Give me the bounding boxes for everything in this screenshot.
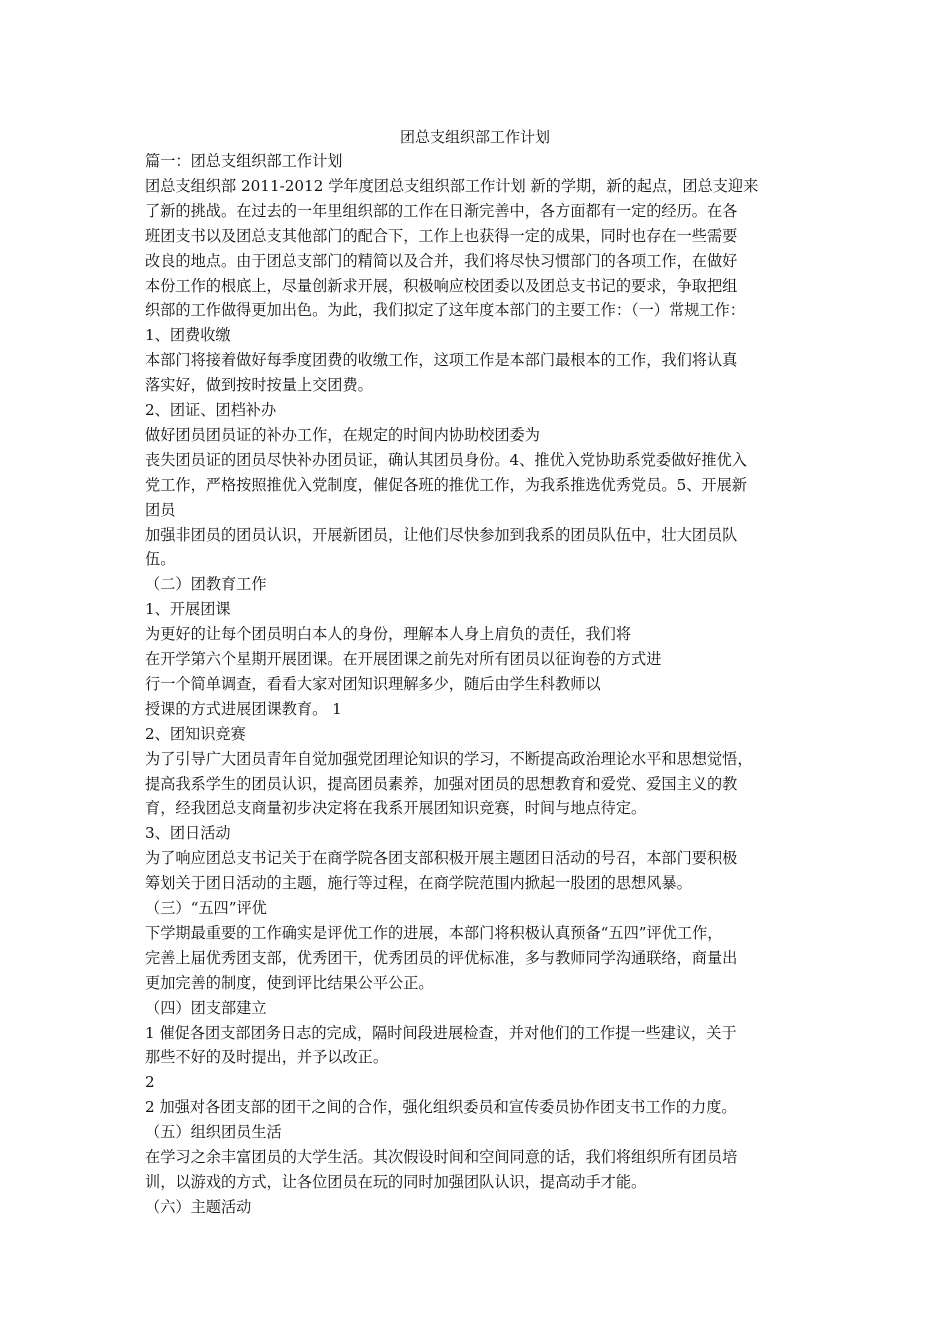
text-line: 提高我系学生的团员认识，提高团员素养，加强对团员的思想教育和爱党、爱国主义的教: [145, 774, 738, 793]
text-line: 1、团费收缴: [145, 326, 231, 345]
text-line: 本部门将接着做好每季度团费的收缴工作，这项工作是本部门最根本的工作，我们将认真: [145, 351, 738, 370]
text-line: 团总支组织部 2011-2012 学年度团总支组织部工作计划 新的学期，新的起点，团总支迎来: [145, 176, 759, 195]
text-line: （三）“五四”评优: [145, 899, 267, 917]
text-line: 完善上届优秀团支部，优秀团干，优秀团员的评优标准，多与教师同学沟通联络，商量出: [145, 948, 738, 967]
text-line: 做好团员团员证的补办工作，在规定的时间内协助校团委为: [145, 425, 540, 444]
text-line: 3、团日活动: [145, 824, 231, 843]
text-line: （六）主题活动: [145, 1197, 252, 1216]
text-line: （五）组织团员生活: [145, 1123, 282, 1142]
text-line: 训，以游戏的方式，让各位团员在玩的同时加强团队认识，提高动手才能。: [145, 1172, 647, 1191]
text-line: 落实好，做到按时按量上交团费。: [145, 376, 373, 395]
text-line: 育，经我团总支商量初步决定将在我系开展团知识竞赛，时间与地点待定。: [145, 799, 647, 818]
text-line: 伍。: [145, 550, 176, 569]
text-line: 在学习之余丰富团员的大学生活。其次假设时间和空间同意的话，我们将组织所有团员培: [145, 1148, 738, 1166]
text-line: 下学期最重要的工作确实是评优工作的进展，本部门将积极认真预备“五四”评优工作，: [145, 923, 723, 942]
text-line: 行一个简单调查，看看大家对团知识理解多少，随后由学生科教师以: [145, 674, 601, 693]
text-line: 2、团知识竞赛: [145, 724, 246, 743]
text-line: 更加完善的制度，使到评比结果公平公正。: [145, 973, 434, 992]
text-line: 2 加强对各团支部的团干之间的合作，强化组织委员和宣传委员协作团支书工作的力度。: [145, 1098, 737, 1117]
text-line: 2、团证、团档补办: [145, 401, 277, 419]
text-line: 团员: [145, 500, 176, 519]
text-line: 1、开展团课: [145, 600, 231, 619]
text-line: 为更好的让每个团员明白本人的身份，理解本人身上肩负的责任，我们将: [145, 625, 631, 644]
text-line: （四）团支部建立: [145, 998, 267, 1017]
text-line: 党工作，严格按照推优入党制度，催促各班的推优工作，为我系推选优秀党员。5、开展新: [145, 475, 747, 494]
text-line: 1 催促各团支部团务日志的完成，隔时间段进展检查，并对他们的工作提一些建议，关于: [145, 1023, 737, 1042]
text-line: （二）团教育工作: [145, 575, 267, 594]
text-line: 班团支书以及团总支其他部门的配合下，工作上也获得一定的成果，同时也存在一些需要: [145, 226, 738, 245]
text-line: 本份工作的根底上，尽量创新求开展，积极响应校团委以及团总支书记的要求，争取把组: [145, 276, 738, 295]
text-line: 加强非团员的团员认识，开展新团员，让他们尽快参加到我系的团员队伍中，壮大团员队: [145, 525, 738, 544]
text-line: 篇一：团总支组织部工作计划: [145, 152, 343, 170]
document-title: 团总支组织部工作计划: [399, 128, 550, 146]
text-line: 改良的地点。由于团总支部门的精简以及合并，我们将尽快习惯部门的各项工作，在做好: [145, 251, 738, 270]
text-line: 2: [145, 1073, 155, 1092]
text-line: 了新的挑战。在过去的一年里组织部的工作在日渐完善中，各方面都有一定的经历。在各: [145, 201, 738, 220]
text-line: 在开学第六个星期开展团课。在开展团课之前先对所有团员以征询卷的方式进: [145, 650, 662, 668]
text-line: 筹划关于团日活动的主题，施行等过程，在商学院范围内掀起一股团的思想风暴。: [145, 874, 692, 893]
text-line: 授课的方式进展团课教育。 1: [145, 699, 342, 718]
text-line: 织部的工作做得更加出色。为此，我们拟定了这年度本部门的主要工作：（一）常规工作：: [145, 301, 745, 320]
text-line: 那些不好的及时提出，并予以改正。: [145, 1048, 388, 1067]
text-line: 为了响应团总支书记关于在商学院各团支部积极开展主题团日活动的号召，本部门要积极: [145, 849, 738, 868]
text-line: 丧失团员证的团员尽快补办团员证，确认其团员身份。4、推优入党协助系党委做好推优入: [145, 450, 747, 469]
text-line: 为了引导广大团员青年自觉加强党团理论知识的学习，不断提高政治理论水平和思想觉悟，: [145, 749, 753, 768]
